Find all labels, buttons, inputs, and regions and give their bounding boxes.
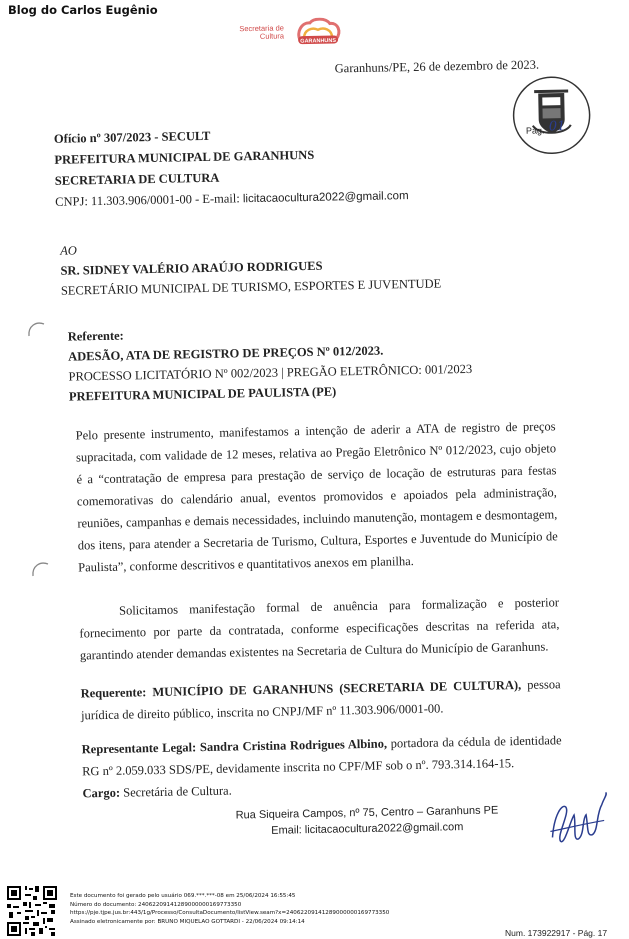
- email-text: licitacaocultura2022@gmail.com: [242, 190, 409, 206]
- body-paragraph-2: Solicitamos manifestação formal de anuência para formalização e posterior fornecimento por parte da contratada, conforme especificações descritas na referida ata, garantindo atender demandas existentes na Secretaria de Cultura do Município de Garanhuns.: [79, 595, 560, 663]
- qr-code-icon: [7, 886, 57, 936]
- logo-text-line2: Cultura: [259, 31, 285, 41]
- requerente-details: pessoa jurídica de direito público, inscrita no CNPJ/MF nº 11.303.906/0001-00.: [80, 677, 561, 723]
- punch-hole-mark: [30, 558, 52, 580]
- sender-header: [54, 122, 409, 214]
- cargo-value: Secretária de Cultura.: [119, 783, 232, 800]
- footer-metadata: [70, 892, 389, 926]
- oficio-number: Ofício nº 307/2023 - SECULT: [53, 128, 211, 146]
- logo-text-line1: Secretaria de: [239, 23, 284, 34]
- address-line: Rua Siqueira Campos, nº 75, Centro – Garanhuns PE: [235, 804, 499, 822]
- footer-document-number: Número do documento: 24062209141289000000169773350: [70, 901, 242, 908]
- addressee-name: SR. SIDNEY VALÉRIO ARAÚJO RODRIGUES: [60, 258, 323, 278]
- footer-signed-by: Assinado eletronicamente por: BRUNO MIQUELAO GOTTARDI - 22/06/2024 09:14:14: [70, 918, 305, 925]
- handwritten-signature: [541, 784, 612, 855]
- blog-label: Blog do Carlos Eugênio: [8, 3, 158, 17]
- footer-generated-by: Este documento foi gerado pelo usuário 069.***.***-08 em 25/06/2024 16:55:45: [70, 893, 296, 899]
- requerente-paragraph: [80, 673, 561, 726]
- culture-logo: [228, 17, 345, 52]
- reference-block: [68, 319, 473, 407]
- date-line: Garanhuns/PE, 26 de dezembro de 2023.: [334, 57, 540, 76]
- sender-org: PREFEITURA MUNICIPAL DE GARANHUNS: [54, 147, 315, 167]
- address-email: Email: licitacaocultura2022@gmail.com: [271, 821, 464, 837]
- footer-document-url[interactable]: https://pje.tjpe.jus.br:443/1g/Processo/ConsultaDocumento/listView.seam?x=24062209141289000000169773350: [70, 910, 390, 916]
- requerente-name: MUNICÍPIO DE GARANHUNS (SECRETARIA DE CULTURA),: [152, 677, 522, 700]
- addressee-role: SECRETÁRIO MUNICIPAL DE TURISMO, ESPORTES E JUVENTUDE: [60, 276, 442, 298]
- reference-label: Referente:: [67, 328, 124, 344]
- representative-name: Sandra Cristina Rodrigues Albino,: [199, 736, 388, 755]
- cargo-label: Cargo:: [82, 785, 121, 801]
- requerente-label: Requerente:: [80, 685, 147, 701]
- reference-process: PROCESSO LICITATÓRIO Nº 002/2023 | PREGÃO ELETRÔNICO: 001/2023: [68, 361, 473, 384]
- sender-department: SECRETARIA DE CULTURA: [54, 170, 220, 188]
- seal-page-label: Pág.: [525, 125, 545, 136]
- representative-label: Representante Legal:: [81, 740, 197, 757]
- cargo-line: [82, 773, 562, 804]
- reference-title: ADESÃO, ATA DE REGISTRO DE PREÇOS Nº 012/2023.: [68, 343, 384, 364]
- svg-text:GARANHUNS: GARANHUNS: [300, 37, 337, 45]
- punch-hole-mark: [26, 318, 48, 340]
- body-paragraph-1: Pelo presente instrumento, manifestamos a intenção de aderir a ATA de registro de preços supracitada, com validade de 12 meses, relativa ao Pregão Eletrônico Nº 012/2023, cujo objeto é a “contratação de empresa para prestação de serviço de locação de estruturas para festas comemorativas do calendário anual, eventos promovidos e apoiados pela administração, reuniões, campanhas e demais necessidades, incluindo manutenção, montagem e desmontagem, dos itens, para atender a Secretaria de Turismo, Cultura, Esportes e Juventude do Município de Paulista”, conforme descritivos e quantitativos anexos em planilha.: [75, 419, 558, 575]
- cnpj-text: CNPJ: 11.303.906/0001-00 - E-mail:: [55, 191, 244, 209]
- representative-paragraph: [81, 729, 562, 804]
- footer-address: [217, 802, 518, 840]
- representative-details: portadora da cédula de identidade RG nº 2.059.033 SDS/PE, devidamente inscrita no CPF/MF sob o nº. 793.314.164-15.: [81, 733, 562, 779]
- municipal-seal-stamp: [508, 74, 596, 156]
- reference-entity: PREFEITURA MUNICIPAL DE PAULISTA (PE): [68, 384, 337, 404]
- page-number-footer: Num. 173922917 - Pág. 17: [505, 928, 608, 938]
- addressee-block: [60, 233, 442, 300]
- garanhuns-badge-icon: [292, 17, 345, 46]
- seal-page-number: 01: [548, 119, 566, 135]
- addressee-to: AO: [59, 243, 77, 258]
